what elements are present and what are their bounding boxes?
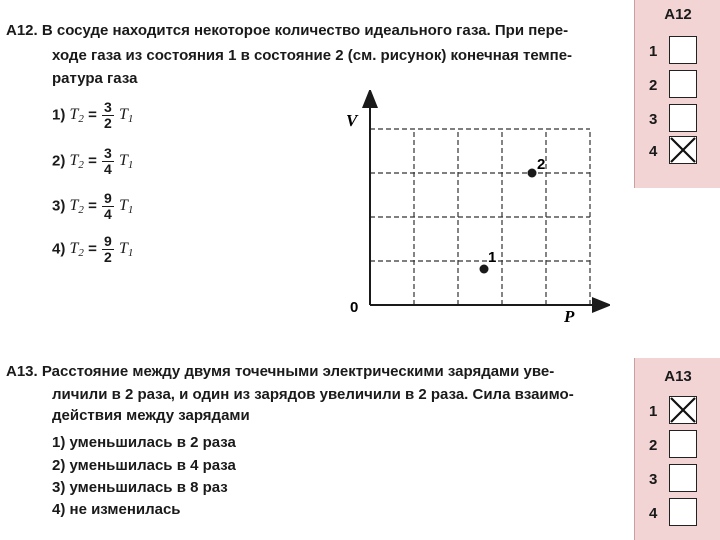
a13-option-1: 1) уменьшилась в 2 раза (52, 434, 236, 451)
p-axis-label: P (564, 307, 575, 326)
a13-text-1: Расстояние между двумя точечными электрическими зарядами уве- (41, 363, 555, 380)
a13-option-3: 3) уменьшилась в 8 раз (52, 479, 228, 496)
a12-option-4-num: 4) (52, 240, 66, 258)
a12-text-1: В сосуде находится некоторое количество идеального газа. При пере- (41, 22, 569, 39)
answer-number: 3 (649, 111, 658, 128)
a12-option-1 (52, 100, 133, 131)
a12-option-4 (52, 234, 133, 265)
t2-symbol: $T_2$ (69, 106, 84, 126)
a12-answer-panel (634, 0, 720, 188)
t2-symbol: $T_2$ (69, 197, 84, 217)
answer-checkbox[interactable] (669, 36, 697, 64)
a13-answer-row-2[interactable] (635, 430, 720, 462)
a13-text-3: действия между зарядами (52, 407, 250, 424)
answer-checkbox[interactable] (669, 70, 697, 98)
answer-checkbox-checked[interactable] (669, 136, 697, 164)
equals: = (88, 106, 97, 124)
answer-number: 2 (649, 437, 658, 454)
a12-line1 (6, 20, 568, 41)
answer-number: 4 (649, 143, 658, 160)
t1-symbol: $T_1$ (119, 152, 134, 172)
answer-checkbox[interactable] (669, 430, 697, 458)
answer-number: 4 (649, 505, 658, 522)
state-point-2 (528, 169, 537, 178)
a12-answer-title: А12 (664, 6, 692, 23)
a12-option-3-num: 3) (52, 197, 66, 215)
a13-text-2: личили в 2 раза, и один из зарядов увеличили в 2 раза. Сила взаимо- (52, 386, 574, 403)
origin-label: 0 (350, 299, 359, 316)
equals: = (88, 240, 97, 258)
a12-text-2: ходе газа из состояния 1 в состояние 2 (см. рисунок) конечная темпе- (52, 47, 573, 64)
fraction: $\frac{3}{2}$ (104, 99, 112, 131)
cross-mark-icon (669, 396, 697, 424)
answer-checkbox[interactable] (669, 104, 697, 132)
a12-option-2 (52, 146, 133, 177)
equals: = (88, 152, 97, 170)
a12-number: А12. (6, 22, 38, 39)
a13-option-4: 4) не изменилась (52, 501, 181, 518)
fraction: $\frac{9}{4}$ (104, 190, 112, 222)
pv-graph (330, 90, 610, 330)
a13-answer-row-1[interactable] (635, 396, 720, 428)
a12-answer-row-4[interactable] (635, 136, 720, 168)
a12-answer-row-2[interactable] (635, 70, 720, 102)
state-point-2-label: 2 (537, 156, 546, 173)
answer-number: 1 (649, 43, 658, 60)
t1-symbol: $T_1$ (119, 240, 134, 260)
a12-answer-row-3[interactable] (635, 104, 720, 136)
a12-text-3: ратура газа (52, 70, 138, 87)
answer-number: 3 (649, 471, 658, 488)
a13-answer-row-4[interactable] (635, 498, 720, 530)
answer-number: 1 (649, 403, 658, 420)
a13-answer-row-3[interactable] (635, 464, 720, 496)
a12-option-1-num: 1) (52, 106, 66, 124)
a13-answer-panel (634, 358, 720, 540)
equals: = (88, 197, 97, 215)
fraction: $\frac{3}{4}$ (104, 145, 112, 177)
a13-line1 (6, 361, 554, 382)
state-point-1-label: 1 (488, 249, 497, 266)
a12-option-2-num: 2) (52, 152, 66, 170)
answer-checkbox[interactable] (669, 498, 697, 526)
t1-symbol: $T_1$ (119, 106, 134, 126)
a13-number: А13. (6, 363, 38, 380)
a13-option-2: 2) уменьшилась в 4 раза (52, 457, 236, 474)
t2-symbol: $T_2$ (69, 240, 84, 260)
answer-number: 2 (649, 77, 658, 94)
t1-symbol: $T_1$ (119, 197, 134, 217)
a12-option-3 (52, 191, 133, 222)
answer-checkbox[interactable] (669, 464, 697, 492)
v-axis-label: V (346, 111, 358, 130)
a13-answer-title: А13 (664, 368, 692, 385)
fraction: $\frac{9}{2}$ (104, 233, 112, 265)
cross-mark-icon (669, 136, 697, 164)
graph-grid (370, 129, 590, 305)
a12-answer-row-1[interactable] (635, 36, 720, 68)
answer-checkbox-checked[interactable] (669, 396, 697, 424)
t2-symbol: $T_2$ (69, 152, 84, 172)
